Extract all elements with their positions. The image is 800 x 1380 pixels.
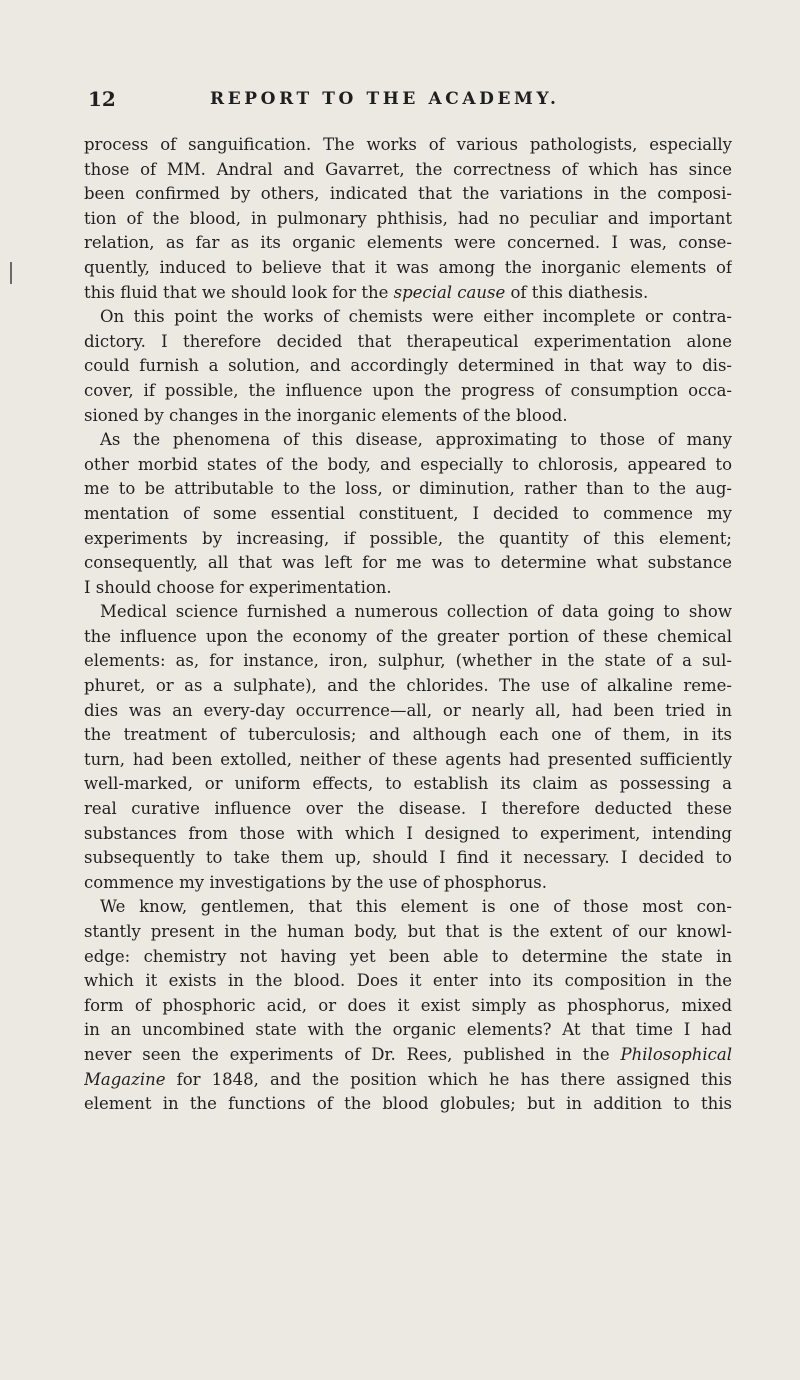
text-line: We know, gentlemen, that this element is one of those most con- [100,897,732,917]
text-line: edge: chemistry not having yet been able to determine the state in [84,946,732,966]
text-line: the influence upon the economy of the greater portion of these chemical [84,626,732,646]
body-text [84,133,732,1117]
italic-text: special cause [393,282,506,302]
text-line: subsequently to take them up, should I find it necessary. I decided to [84,848,732,868]
text-line: commence my investigations by the use of phosphorus. [84,872,547,892]
text-line: well-marked, or uniform effects, to establish its claim as possessing a [84,774,732,794]
running-head: REPORT TO THE ACADEMY. [210,89,560,109]
text-line: On this point the works of chemists were either incomplete or contra- [100,307,732,327]
text-line: I should choose for experimentation. [84,577,392,597]
text-line: dictory. I therefore decided that therapeutical experimentation alone [84,331,732,351]
text-line: other morbid states of the body, and especially to chlorosis, appeared to [84,454,732,474]
text-line: As the phenomena of this disease, approximating to those of many [100,430,732,450]
text-line [84,1043,732,1068]
text-line: turn, had been extolled, neither of these agents had presented sufficiently [84,749,732,769]
text-line: real curative influence over the disease. I therefore deducted these [84,799,732,819]
page-number: 12 [88,87,116,111]
text-segment: for 1848, and the position which he has there assigned this [176,1069,732,1089]
text-line: stantly present in the human body, but that is the extent of our knowl- [84,922,732,941]
text-line: those of MM. Andral and Gavarret, the correctness of which has since [84,159,732,179]
text-line: consequently, all that was left for me was to determine what substance [84,553,732,573]
text-line [84,1068,732,1093]
text-line: sioned by changes in the inorganic elements of the blood. [84,405,568,425]
italic-text: Magazine [84,1069,166,1089]
text-segment: of this diathesis. [510,282,649,302]
text-line: been confirmed by others, indicated that the variations in the composi- [84,184,732,204]
text-line: process of sanguification. The works of various pathologists, especially [84,135,732,154]
text-line: me to be attributable to the loss, or diminution, rather than to the aug- [84,479,732,499]
margin-mark [10,262,12,284]
text-line: experiments by increasing, if possible, the quantity of this element; [84,528,732,548]
text-line: relation, as far as its organic elements were concerned. I was, conse- [84,233,732,253]
page-header [88,86,728,112]
text-line: quently, induced to believe that it was among the inorganic elements of [84,257,732,277]
text-line: element in the functions of the blood globules; but in addition to this [84,1094,732,1114]
text-line: dies was an every-day occurrence—all, or nearly all, had been tried in [84,700,732,720]
text-line: could furnish a solution, and accordingly determined in that way to dis- [84,356,732,376]
text-line: mentation of some essential constituent, I decided to commence my [84,503,732,523]
text-line: form of phosphoric acid, or does it exist simply as phosphorus, mixed [84,995,732,1015]
text-line: tion of the blood, in pulmonary phthisis, had no peculiar and important [84,208,732,228]
text-line: Medical science furnished a numerous collection of data going to show [100,602,732,622]
text-line: phuret, or as a sulphate), and the chlorides. The use of alkaline reme- [84,676,732,696]
text-line: elements: as, for instance, iron, sulphur, (whether in the state of a sul- [84,651,732,671]
text-line: cover, if possible, the influence upon the progress of consumption occa- [84,380,732,400]
italic-text: Philosophical [620,1044,732,1064]
text-line [84,281,732,306]
text-line: the treatment of tuberculosis; and although each one of them, in its [84,725,732,745]
text-segment: never seen the experiments of Dr. Rees, published in the [84,1044,610,1064]
text-segment: this fluid that we should look for the [84,282,389,302]
text-line: substances from those with which I designed to experiment, intending [84,823,732,843]
text-line: in an uncombined state with the organic elements? At that time I had [84,1020,732,1040]
text-line: which it exists in the blood. Does it enter into its composition in the [84,971,732,991]
